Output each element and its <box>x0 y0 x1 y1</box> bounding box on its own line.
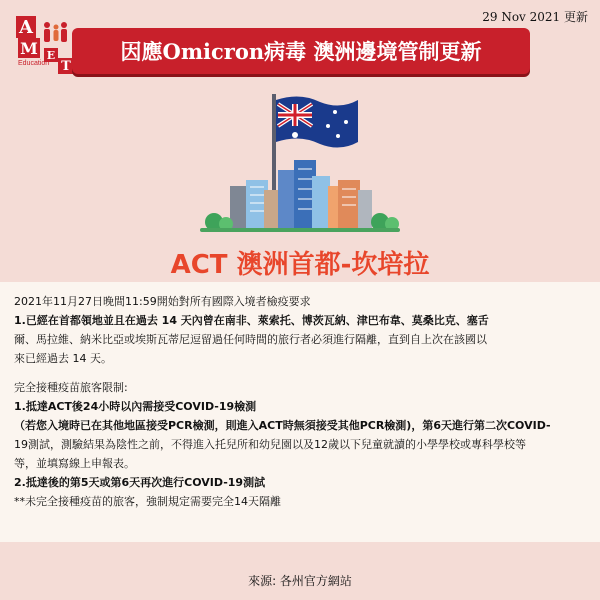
logo-letter-t: T <box>58 58 74 74</box>
vaccinated-rule-1-line-4: 等，並填寫線上申報表。 <box>14 457 135 470</box>
page-title: 因應Omicron病毒 澳洲邊境管制更新 <box>120 39 482 64</box>
intro-text: 2021年11月27日晚間11:59開始對所有國際入境者檢疫要求 <box>14 295 311 308</box>
rule-1-line-2: 爾、馬拉維、納米比亞或埃斯瓦蒂尼逗留過任何時間的旅行者必須進行隔離，直到自上次在該國以 <box>14 333 487 346</box>
logo-caption: Education <box>18 60 50 67</box>
city-skyline-icon <box>190 90 410 240</box>
update-date: 29 Nov 2021 更新 <box>482 10 588 24</box>
vaccinated-rule-1-line-3: 19測試，測驗結果為陰性之前，不得進入托兒所和幼兒園以及12歲以下兒童就讀的小學學校或專科學校等 <box>14 438 526 451</box>
vaccinated-rule-2: 2.抵達後的第5天或第6天再次進行COVID-19測試 <box>14 476 266 489</box>
logo-letter-m: M <box>18 38 40 58</box>
rule-1-line-1: 1.已經在首都領地並且在過去 14 天內曾在南非、萊索托、博茨瓦納、津巴布韋、莫桑比克、塞舌 <box>14 314 489 327</box>
region-heading: ACT 澳洲首都-坎培拉 <box>170 250 430 280</box>
title-banner <box>72 28 530 74</box>
rules-content <box>14 292 590 511</box>
source-credit: 來源: 各州官方網站 <box>248 574 352 588</box>
vaccinated-rule-1-line-2: （若您入境時已在其他地區接受PCR檢測，則進入ACT時無須接受其他PCR檢測)，第6天進行第二次COVID- <box>14 419 551 432</box>
logo-letter-a: A <box>16 16 36 38</box>
vaccinated-rule-1-line-1: 1.抵達ACT後24小時以內需接受COVID-19檢測 <box>14 400 257 413</box>
amet-logo <box>14 16 74 72</box>
vaccinated-title: 完全接種疫苗旅客限制: <box>14 381 128 394</box>
australian-flag-icon <box>276 96 358 147</box>
logo-people-icon <box>40 20 70 44</box>
logo-letter-e: E <box>44 48 58 62</box>
rule-1-line-3: 來已經過去 14 天。 <box>14 352 112 365</box>
unvaccinated-note: **未完全接種疫苗的旅客，強制規定需要完全14天隔離 <box>14 495 281 508</box>
